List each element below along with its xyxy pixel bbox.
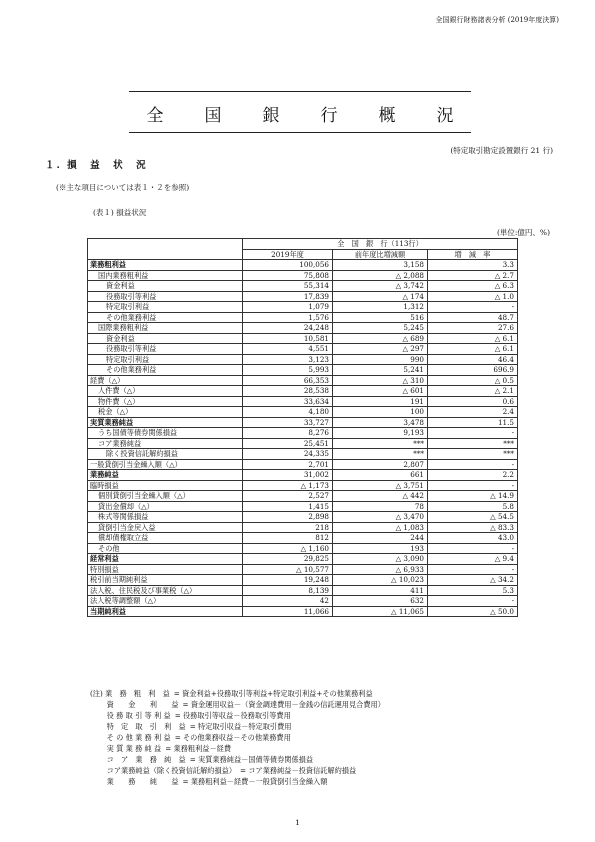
value-change-rate: - <box>428 302 518 313</box>
table-row <box>88 459 518 470</box>
row-label: 特定取引利益 <box>88 302 243 313</box>
value-yoy-change: 244 <box>333 533 428 544</box>
value-change-rate: △ 50.0 <box>428 606 518 617</box>
table-row <box>88 281 518 292</box>
value-change-rate: *** <box>428 449 518 460</box>
note-formula: = 業務粗利益－経費 <box>165 744 232 753</box>
value-yoy-change: △ 689 <box>333 333 428 344</box>
value-yoy-change: 9,193 <box>333 428 428 439</box>
table-row <box>88 312 518 323</box>
value-yoy-change: 193 <box>333 543 428 554</box>
note-line <box>90 721 385 732</box>
value-2019: 33,727 <box>243 417 333 428</box>
value-change-rate: - <box>428 428 518 439</box>
table-row <box>88 533 518 544</box>
table-row <box>88 417 518 428</box>
value-2019: 11,066 <box>243 606 333 617</box>
value-2019: 2,898 <box>243 512 333 523</box>
row-label: 業務純益 <box>88 470 243 481</box>
row-label: 税金（△） <box>88 407 243 418</box>
value-change-rate: 27.6 <box>428 323 518 334</box>
value-change-rate: - <box>428 459 518 470</box>
row-label: その他 <box>88 543 243 554</box>
section-note: (※主な項目については表１・２を参照) <box>56 183 190 192</box>
column-header: 増 減 率 <box>428 249 518 260</box>
value-yoy-change: 78 <box>333 501 428 512</box>
value-change-rate: - <box>428 596 518 607</box>
column-header: 2019年度 <box>243 249 333 260</box>
note-term: (注) 業 務 粗 利 益 <box>90 689 170 698</box>
value-2019: 33,634 <box>243 396 333 407</box>
title-frame <box>129 91 471 133</box>
row-label: 実質業務純益 <box>88 417 243 428</box>
page-title: 全 国 銀 行 概 況 <box>146 106 466 126</box>
value-yoy-change: 1,312 <box>333 302 428 313</box>
row-label: その他業務利益 <box>88 312 243 323</box>
row-label: 償却債権取立益 <box>88 533 243 544</box>
table-row <box>88 396 518 407</box>
table-row <box>88 554 518 565</box>
table-row <box>88 512 518 523</box>
value-2019: 1,079 <box>243 302 333 313</box>
table-row <box>88 449 518 460</box>
value-yoy-change: △ 3,090 <box>333 554 428 565</box>
row-label: 個別貸倒引当金繰入額（△） <box>88 491 243 502</box>
row-label: その他業務利益 <box>88 365 243 376</box>
profit-loss-table <box>87 238 518 617</box>
value-change-rate: △ 83.3 <box>428 522 518 533</box>
value-2019: 25,451 <box>243 438 333 449</box>
note-formula: = 資金利益+役務取引等利益+特定取引利益+その他業務利益 <box>173 689 373 698</box>
value-2019: 24,335 <box>243 449 333 460</box>
value-yoy-change: △ 11,065 <box>333 606 428 617</box>
row-label: 経費（△） <box>88 375 243 386</box>
section-title: １. 損 益 状 況 <box>45 160 148 171</box>
table-row <box>88 575 518 586</box>
page-number: 1 <box>295 818 300 827</box>
value-2019: △ 10,577 <box>243 564 333 575</box>
table-row <box>88 354 518 365</box>
value-yoy-change: 2,807 <box>333 459 428 470</box>
row-label: 法人税、住民税及び事業税（△） <box>88 585 243 596</box>
formula-notes <box>90 688 385 787</box>
row-label: 資金利益 <box>88 281 243 292</box>
value-yoy-change: 516 <box>333 312 428 323</box>
table-row <box>88 302 518 313</box>
value-yoy-change: 661 <box>333 470 428 481</box>
note-formula: = 業務粗利益－経費－一般貸倒引当金繰入額 <box>182 777 328 786</box>
value-yoy-change: 191 <box>333 396 428 407</box>
value-2019: 42 <box>243 596 333 607</box>
value-yoy-change: △ 310 <box>333 375 428 386</box>
value-2019: 8,276 <box>243 428 333 439</box>
value-2019: 2,701 <box>243 459 333 470</box>
row-label: 国内業務粗利益 <box>88 270 243 281</box>
note-line <box>90 688 385 699</box>
value-yoy-change: △ 3,742 <box>333 281 428 292</box>
table-row <box>88 491 518 502</box>
table-row <box>88 323 518 334</box>
table-caption: (表１) 損益状況 <box>93 208 147 217</box>
row-label: 一般貸倒引当金繰入額（△） <box>88 459 243 470</box>
value-2019: 17,839 <box>243 291 333 302</box>
running-title: 全国銀行財務諸表分析 (2019年度決算) <box>435 16 559 24</box>
table-row <box>88 291 518 302</box>
note-line <box>90 765 385 776</box>
note-line <box>90 710 385 721</box>
table-row <box>88 260 518 271</box>
value-2019: 1,415 <box>243 501 333 512</box>
table-row <box>88 606 518 617</box>
value-2019: 4,551 <box>243 344 333 355</box>
value-2019: 55,314 <box>243 281 333 292</box>
note-term: コア業務純益（除く投資信託解約損益） <box>90 766 237 775</box>
value-yoy-change: 5,241 <box>333 365 428 376</box>
value-2019: △ 1,173 <box>243 480 333 491</box>
value-yoy-change: △ 174 <box>333 291 428 302</box>
table-row <box>88 543 518 554</box>
value-2019: 100,056 <box>243 260 333 271</box>
value-yoy-change: △ 3,751 <box>333 480 428 491</box>
table-row <box>88 407 518 418</box>
value-change-rate: △ 34.2 <box>428 575 518 586</box>
value-2019: 10,581 <box>243 333 333 344</box>
value-2019: 2,527 <box>243 491 333 502</box>
value-2019: 31,002 <box>243 470 333 481</box>
value-yoy-change: *** <box>333 438 428 449</box>
table-row <box>88 501 518 512</box>
note-term: 資 金 利 益 <box>90 700 179 709</box>
value-2019: 29,825 <box>243 554 333 565</box>
note-line <box>90 699 385 710</box>
row-label: 業務粗利益 <box>88 260 243 271</box>
value-change-rate: - <box>428 543 518 554</box>
table-body <box>88 260 518 617</box>
value-change-rate: 3.3 <box>428 260 518 271</box>
note-formula: = 実質業務純益－国債等債券関係損益 <box>189 755 314 764</box>
note-line <box>90 754 385 765</box>
value-2019: 66,353 <box>243 375 333 386</box>
row-label: 貸倒引当金戻入益 <box>88 522 243 533</box>
value-change-rate: 2.2 <box>428 470 518 481</box>
value-change-rate: △ 0.5 <box>428 375 518 386</box>
note-formula: = 役務取引等収益－役務取引等費用 <box>174 711 291 720</box>
value-change-rate: △ 2.1 <box>428 386 518 397</box>
value-change-rate: 11.5 <box>428 417 518 428</box>
value-2019: 4,180 <box>243 407 333 418</box>
row-label: 税引前当期純利益 <box>88 575 243 586</box>
value-2019: 1,576 <box>243 312 333 323</box>
value-2019: △ 1,160 <box>243 543 333 554</box>
row-label: 除く投資信託解約損益 <box>88 449 243 460</box>
value-yoy-change: 411 <box>333 585 428 596</box>
note-term: 特 定 取 引 利 益 <box>90 722 186 731</box>
row-label: 役務取引等利益 <box>88 344 243 355</box>
note-line <box>90 732 385 743</box>
note-formula: = 資金運用収益－（資金調達費用－金銭の信託運用見合費用） <box>182 700 385 709</box>
value-change-rate: △ 6.1 <box>428 333 518 344</box>
table-row <box>88 438 518 449</box>
row-label: うち国債等債券関係損益 <box>88 428 243 439</box>
value-yoy-change: 100 <box>333 407 428 418</box>
row-label: コア業務純益 <box>88 438 243 449</box>
note-term: 実 質 業 務 純 益 <box>90 744 162 753</box>
group-header: 全 国 銀 行（113行） <box>243 239 518 250</box>
value-2019: 28,538 <box>243 386 333 397</box>
value-2019: 19,248 <box>243 575 333 586</box>
value-2019: 5,993 <box>243 365 333 376</box>
value-yoy-change: 990 <box>333 354 428 365</box>
table-row <box>88 333 518 344</box>
table-row <box>88 522 518 533</box>
note-formula: = その他業務収益－その他業務費用 <box>174 733 291 742</box>
row-label: 人件費（△） <box>88 386 243 397</box>
value-yoy-change: △ 2,088 <box>333 270 428 281</box>
value-change-rate: △ 9.4 <box>428 554 518 565</box>
note-term: 役 務 取 引 等 利 益 <box>90 711 171 720</box>
value-change-rate: - <box>428 564 518 575</box>
value-2019: 24,248 <box>243 323 333 334</box>
table-unit: (単位:億円、%) <box>496 228 550 237</box>
row-label: 臨時損益 <box>88 480 243 491</box>
value-yoy-change: △ 6,933 <box>333 564 428 575</box>
value-yoy-change: 3,478 <box>333 417 428 428</box>
note-term: そ の 他 業 務 利 益 <box>90 733 171 742</box>
table-row <box>88 270 518 281</box>
row-label: 特定取引利益 <box>88 354 243 365</box>
value-2019: 218 <box>243 522 333 533</box>
row-label: 国際業務粗利益 <box>88 323 243 334</box>
row-label: 株式等関係損益 <box>88 512 243 523</box>
value-change-rate: 46.4 <box>428 354 518 365</box>
row-label: 役務取引等利益 <box>88 291 243 302</box>
value-yoy-change: △ 297 <box>333 344 428 355</box>
value-yoy-change: 632 <box>333 596 428 607</box>
table-corner <box>88 239 243 260</box>
note-line <box>90 743 385 754</box>
value-change-rate: 5.3 <box>428 585 518 596</box>
table-row <box>88 428 518 439</box>
value-change-rate: 5.8 <box>428 501 518 512</box>
value-change-rate: 2.4 <box>428 407 518 418</box>
value-2019: 3,123 <box>243 354 333 365</box>
row-label: 貸出金償却（△） <box>88 501 243 512</box>
value-yoy-change: 5,245 <box>333 323 428 334</box>
value-change-rate: 696.9 <box>428 365 518 376</box>
value-yoy-change: △ 10,023 <box>333 575 428 586</box>
value-change-rate: △ 2.7 <box>428 270 518 281</box>
table-row <box>88 564 518 575</box>
note-term: コ ア 業 務 純 益 <box>90 755 186 764</box>
table-row <box>88 386 518 397</box>
value-change-rate: △ 1.0 <box>428 291 518 302</box>
value-2019: 75,808 <box>243 270 333 281</box>
value-change-rate: 48.7 <box>428 312 518 323</box>
value-yoy-change: △ 1,083 <box>333 522 428 533</box>
table-row <box>88 375 518 386</box>
row-label: 経常利益 <box>88 554 243 565</box>
value-change-rate: △ 14.9 <box>428 491 518 502</box>
value-yoy-change: △ 3,470 <box>333 512 428 523</box>
value-yoy-change: *** <box>333 449 428 460</box>
row-label: 資金利益 <box>88 333 243 344</box>
note-line <box>90 776 385 787</box>
value-2019: 8,139 <box>243 585 333 596</box>
note-formula: = 特定取引収益－特定取引費用 <box>189 722 292 731</box>
value-yoy-change: △ 601 <box>333 386 428 397</box>
column-header: 前年度比増減額 <box>333 249 428 260</box>
table-row <box>88 596 518 607</box>
row-label: 法人税等調整額（△） <box>88 596 243 607</box>
page-subtitle: (特定取引勘定設置銀行 21 行) <box>450 146 553 155</box>
value-2019: 812 <box>243 533 333 544</box>
value-yoy-change: △ 442 <box>333 491 428 502</box>
table-row <box>88 585 518 596</box>
row-label: 物件費（△） <box>88 396 243 407</box>
row-label: 当期純利益 <box>88 606 243 617</box>
value-change-rate: - <box>428 480 518 491</box>
table-row <box>88 344 518 355</box>
value-change-rate: △ 54.5 <box>428 512 518 523</box>
table-row <box>88 470 518 481</box>
note-formula: = コア業務純益－投資信託解約損益 <box>240 766 357 775</box>
value-change-rate: *** <box>428 438 518 449</box>
table-row <box>88 365 518 376</box>
note-term: 業 務 純 益 <box>90 777 179 786</box>
value-yoy-change: 3,158 <box>333 260 428 271</box>
value-change-rate: 43.0 <box>428 533 518 544</box>
value-change-rate: △ 6.3 <box>428 281 518 292</box>
value-change-rate: 0.6 <box>428 396 518 407</box>
table-row <box>88 480 518 491</box>
value-change-rate: △ 6.1 <box>428 344 518 355</box>
row-label: 特別損益 <box>88 564 243 575</box>
